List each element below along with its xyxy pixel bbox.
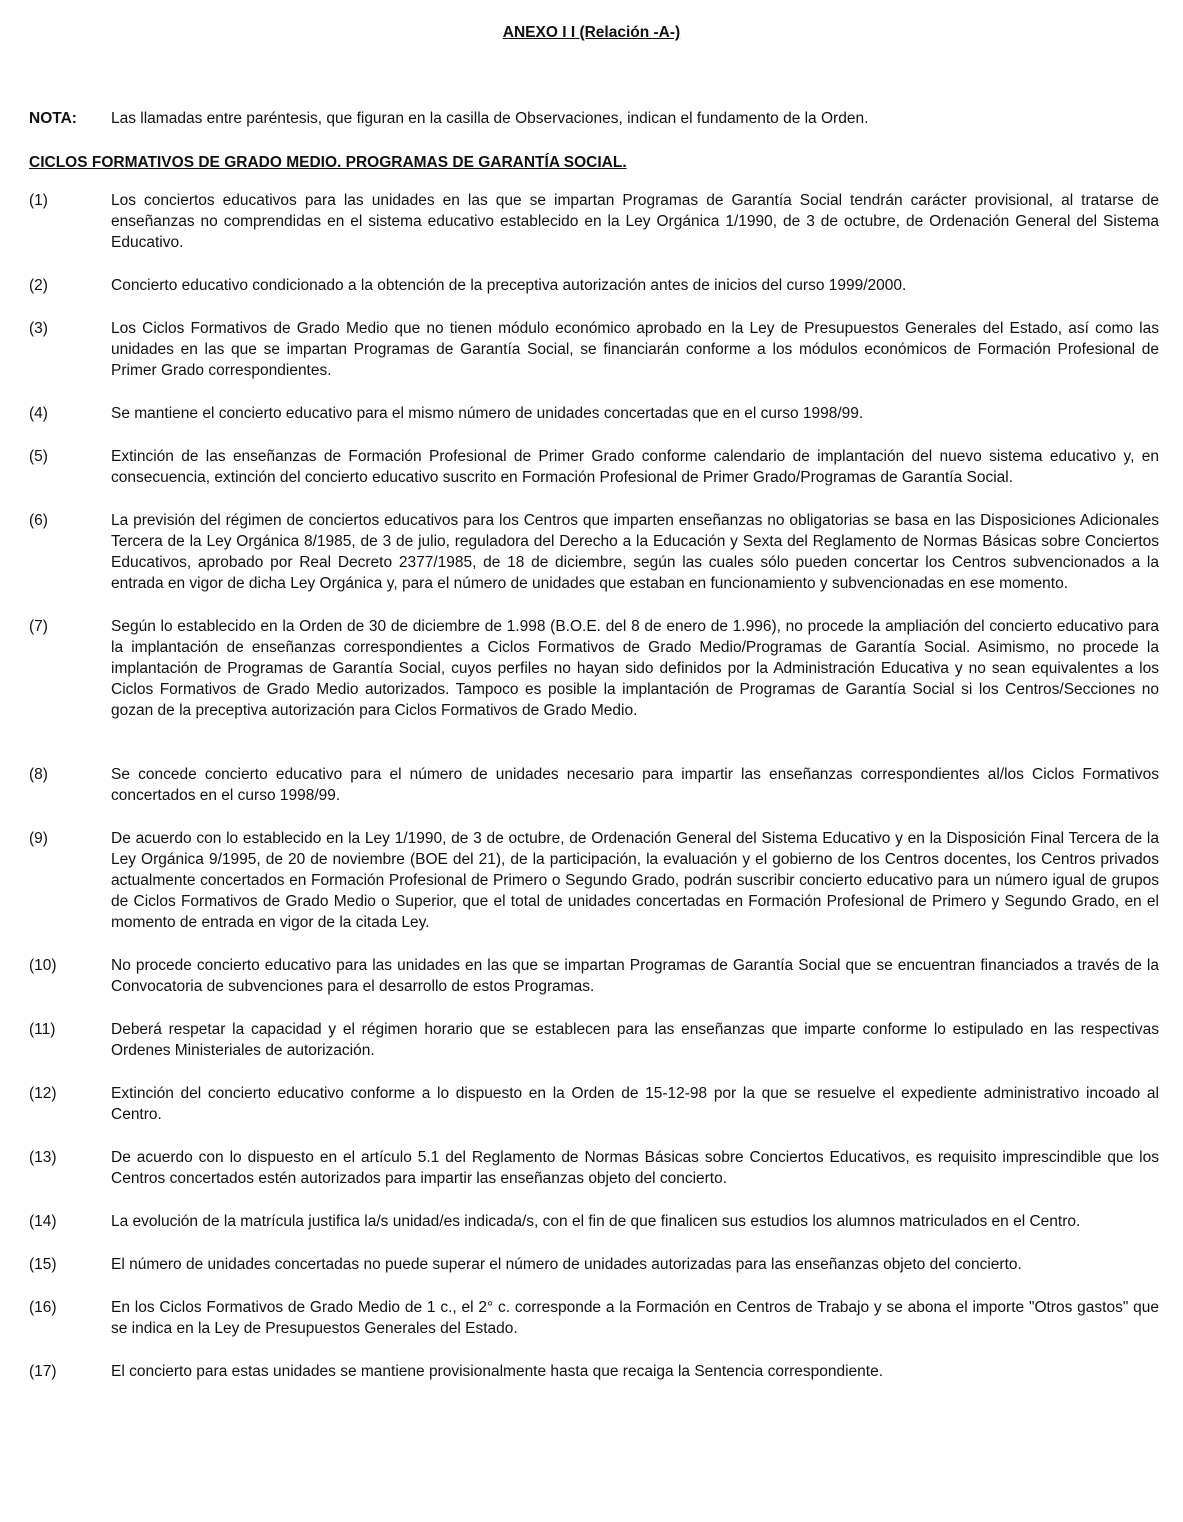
note-item — [29, 764, 1159, 806]
note-number: (13) — [29, 1149, 57, 1166]
note-text: Deberá respetar la capacidad y el régimen horario que se establecen para las enseñanzas que imparte conforme lo estipulado en las respectivas Ordenes Ministeriales de autorización. — [111, 1021, 1159, 1059]
note-text: Concierto educativo condicionado a la obtención de la preceptiva autorización antes de inicios del curso 1999/2000. — [111, 277, 907, 294]
note-item — [29, 510, 1159, 594]
note-item — [29, 318, 1159, 381]
note-item — [29, 955, 1159, 997]
note-number: (9) — [29, 830, 48, 847]
note-item — [29, 190, 1159, 253]
note-text: Se mantiene el concierto educativo para el mismo número de unidades concertadas que en el curso 1998/99. — [111, 405, 864, 422]
note-text: De acuerdo con lo dispuesto en el artículo 5.1 del Reglamento de Normas Básicas sobre Conciertos Educativos, es requisito imprescindible que los Centros concertados estén autorizados para impartir las enseñanzas objeto del concierto. — [111, 1149, 1159, 1187]
note-item — [29, 1019, 1159, 1061]
note-text: Se concede concierto educativo para el número de unidades necesario para impartir las enseñanzas correspondientes al/los Ciclos Formativos concertados en el curso 1998/99. — [111, 766, 1159, 804]
note-text: En los Ciclos Formativos de Grado Medio de 1 c., el 2° c. corresponde a la Formación en Centros de Trabajo y se abona el importe "Otros gastos" que se indica en la Ley de Presupuestos Generales del Estado. — [111, 1299, 1159, 1337]
note-number: (7) — [29, 618, 48, 635]
note-number: (11) — [29, 1021, 56, 1038]
note-text: De acuerdo con lo establecido en la Ley 1/1990, de 3 de octubre, de Ordenación General del Sistema Educativo y en la Disposición Final Tercera de la Ley Orgánica 9/1995, de 20 de noviembre (BOE del 21), de la participación, la evaluación y el gobierno de los Centros docentes, los Centros privados actualmente concertados en Formación Profesional de Primero o Segundo Grado, podrán suscribir concierto educativo para un número igual de grupos de Ciclos Formativos de Grado Medio o Superior, que el total de unidades concertadas en Formación Profesional de Primero y Segundo Grado, en el momento de entrada en vigor de la citada Ley. — [111, 830, 1159, 931]
note-number: (3) — [29, 320, 48, 337]
note-number: (8) — [29, 766, 48, 783]
note-number: (2) — [29, 277, 48, 294]
note-text: Extinción del concierto educativo conforme a lo dispuesto en la Orden de 15-12-98 por la que se resuelve el expediente administrativo incoado al Centro. — [111, 1085, 1159, 1123]
note-item — [29, 403, 1159, 424]
note-item — [29, 446, 1159, 488]
note-item — [29, 1211, 1159, 1232]
note-item — [29, 1083, 1159, 1125]
nota-label: NOTA: — [29, 110, 77, 127]
note-item — [29, 1254, 1159, 1275]
note-text: Extinción de las enseñanzas de Formación Profesional de Primer Grado conforme calendario de implantación del nuevo sistema educativo y, en consecuencia, extinción del concierto educativo suscrito en Formación Profesional de Primer Grado/Programas de Garantía Social. — [111, 448, 1159, 486]
note-number: (14) — [29, 1213, 57, 1230]
note-text: La evolución de la matrícula justifica la/s unidad/es indicada/s, con el fin de que finalicen sus estudios los alumnos matriculados en el Centro. — [111, 1213, 1081, 1230]
note-number: (5) — [29, 448, 48, 465]
note-item — [29, 1361, 1159, 1382]
note-text: La previsión del régimen de conciertos educativos para los Centros que imparten enseñanzas no obligatorias se basa en las Disposiciones Adicionales Tercera de la Ley Orgánica 8/1985, de 3 de julio, reguladora del Derecho a la Educación y Sexta del Reglamento de Normas Básicas sobre Conciertos Educativos, aprobado por Real Decreto 2377/1985, de 18 de diciembre, según las cuales sólo pueden concertar los Centros subvencionados a la entrada en vigor de dicha Ley Orgánica y, para el número de unidades que estaban en funcionamiento y subvencionadas en ese momento. — [111, 512, 1159, 592]
note-item — [29, 275, 1159, 296]
note-item — [29, 616, 1159, 721]
notes-list — [29, 190, 1159, 1382]
note-number: (17) — [29, 1363, 57, 1380]
note-number: (15) — [29, 1256, 57, 1273]
note-text: El concierto para estas unidades se mantiene provisionalmente hasta que recaiga la Sentencia correspondiente. — [111, 1363, 884, 1380]
note-text: No procede concierto educativo para las unidades en las que se impartan Programas de Garantía Social que se encuentran financiados a través de la Convocatoria de subvenciones para el desarrollo de estos Programas. — [111, 957, 1159, 995]
note-number: (6) — [29, 512, 48, 529]
nota-text: Las llamadas entre paréntesis, que figuran en la casilla de Observaciones, indican el fundamento de la Orden. — [111, 110, 869, 127]
note-number: (1) — [29, 192, 48, 209]
note-item — [29, 828, 1159, 933]
note-text: El número de unidades concertadas no puede superar el número de unidades autorizadas para las enseñanzas objeto del concierto. — [111, 1256, 1022, 1273]
note-text: Los conciertos educativos para las unidades en las que se impartan Programas de Garantía Social tendrán carácter provisional, al tratarse de enseñanzas no comprendidas en el sistema educativo establecido en la Ley Orgánica 1/1990, de 3 de octubre, de Ordenación General del Sistema Educativo. — [111, 192, 1159, 251]
note-number: (16) — [29, 1299, 57, 1316]
section-heading: CICLOS FORMATIVOS DE GRADO MEDIO. PROGRAMAS DE GARANTÍA SOCIAL. — [29, 154, 627, 171]
note-text: Los Ciclos Formativos de Grado Medio que no tienen módulo económico aprobado en la Ley de Presupuestos Generales del Estado, así como las unidades en las que se impartan Programas de Garantía Social, se financiarán conforme a los módulos económicos de Formación Profesional de Primer Grado correspondientes. — [111, 320, 1159, 379]
note-item — [29, 1147, 1159, 1189]
note-number: (12) — [29, 1085, 57, 1102]
note-number: (4) — [29, 405, 48, 422]
note-item — [29, 1297, 1159, 1339]
note-number: (10) — [29, 957, 57, 974]
note-text: Según lo establecido en la Orden de 30 de diciembre de 1.998 (B.O.E. del 8 de enero de 1.996), no procede la ampliación del concierto educativo para la implantación de enseñanzas correspondientes a Ciclos Formativos de Grado Medio/Programas de Garantía Social. Asimismo, no procede la implantación de Programas de Garantía Social, cuyos perfiles no hayan sido definidos por la Administración Educativa y no sean equivalentes a los Ciclos Formativos de Grado Medio autorizados. Tampoco es posible la implantación de Programas de Garantía Social si los Centros/Secciones no gozan de la preceptiva autorización para Ciclos Formativos de Grado Medio. — [111, 618, 1159, 719]
document-title: ANEXO I I (Relación -A-) — [502, 24, 681, 41]
